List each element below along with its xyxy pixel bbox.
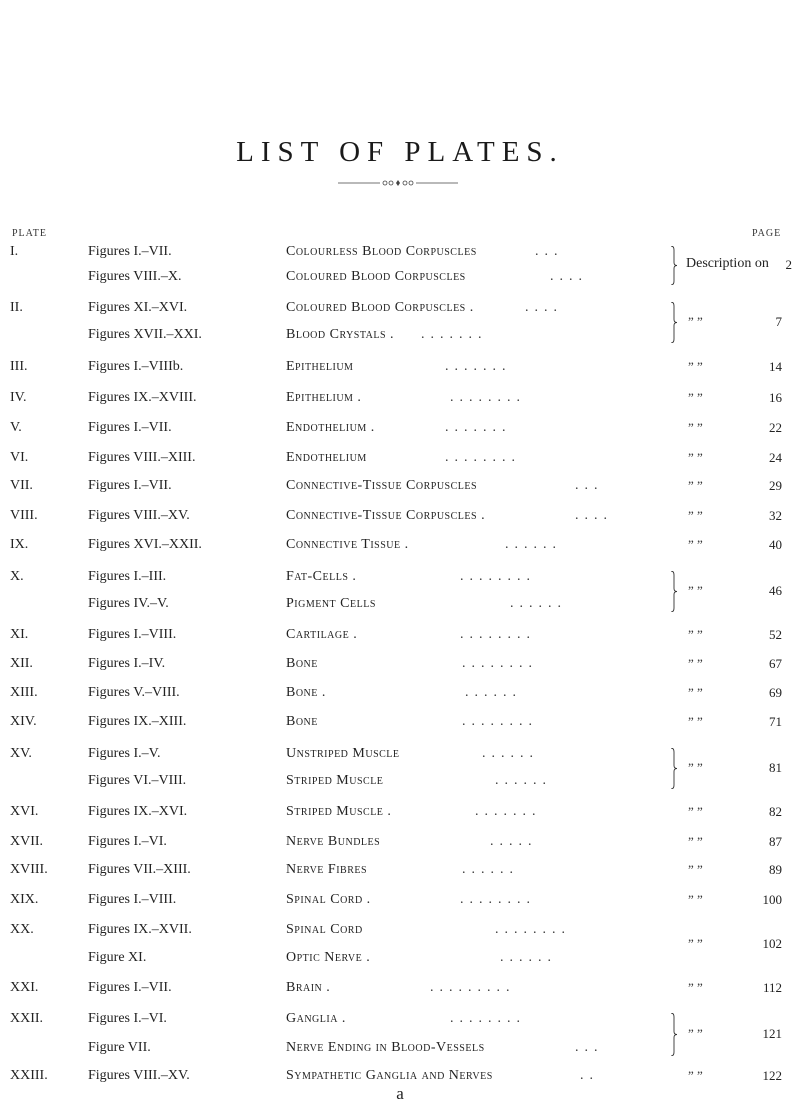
- plate-subject: Nerve Fibres: [286, 862, 368, 877]
- page-column-header: PAGE: [752, 228, 782, 239]
- plate-row: [0, 922, 800, 942]
- leader-dots: ......: [482, 746, 539, 761]
- leader-dots: ........: [495, 922, 571, 937]
- plate-row: [0, 804, 800, 824]
- plate-number: XVII.: [10, 834, 44, 849]
- ditto-marks: ” ”: [688, 936, 703, 951]
- figure-range: Figures IX.–XVI.: [88, 804, 188, 819]
- plate-subject: Ganglia .: [286, 1011, 346, 1026]
- ditto-marks: ” ”: [688, 359, 703, 374]
- leader-dots: .......: [475, 804, 542, 819]
- page-number: 7: [775, 314, 782, 329]
- plate-subject: Endothelium: [286, 450, 367, 465]
- plate-subject: Bone: [286, 656, 318, 671]
- plate-subject: Connective-Tissue Corpuscles .: [286, 508, 486, 523]
- page-number: 89: [769, 862, 782, 877]
- plate-subject: Connective-Tissue Corpuscles: [286, 478, 478, 493]
- plate-row: [0, 269, 800, 289]
- group-brace: [670, 1013, 678, 1056]
- page-number: 82: [769, 804, 782, 819]
- leader-dots: .......: [445, 359, 512, 374]
- plate-subject: Striped Muscle .: [286, 804, 392, 819]
- leader-dots: ........: [462, 656, 538, 671]
- plate-number: II.: [10, 300, 23, 315]
- page-number: 102: [762, 936, 782, 951]
- figure-range: Figures V.–VIII.: [88, 685, 180, 700]
- ditto-marks: ” ”: [688, 420, 703, 435]
- leader-dots: ......: [500, 950, 557, 965]
- page-number: 71: [769, 714, 782, 729]
- leader-dots: ........: [462, 714, 538, 729]
- leader-dots: ...: [535, 244, 564, 259]
- page-number: 29: [769, 478, 782, 493]
- plate-number: XI.: [10, 627, 29, 642]
- plate-number: VIII.: [10, 508, 38, 523]
- page-footer-signature: a: [396, 1084, 404, 1103]
- plate-row: [0, 746, 800, 766]
- page-number: 22: [769, 420, 782, 435]
- page-number: 67: [769, 656, 782, 671]
- figure-range: Figures VIII.–XV.: [88, 1068, 190, 1083]
- figure-range: Figures I.–VII.: [88, 244, 172, 259]
- plate-subject: Spinal Cord: [286, 922, 363, 937]
- leader-dots: ......: [462, 862, 519, 877]
- leader-dots: ........: [450, 1011, 526, 1026]
- plate-subject: Epithelium .: [286, 390, 362, 405]
- leader-dots: ......: [495, 773, 552, 788]
- plate-subject: Spinal Cord .: [286, 892, 371, 907]
- page-number: 52: [769, 627, 782, 642]
- plate-row: [0, 862, 800, 882]
- leader-dots: ...: [575, 478, 604, 493]
- plate-number: XIX.: [10, 892, 39, 907]
- plate-row: [0, 327, 800, 347]
- figure-range: Figures IX.–XVII.: [88, 922, 192, 937]
- leader-dots: ......: [465, 685, 522, 700]
- plate-row: [0, 244, 800, 264]
- ditto-marks: ” ”: [688, 980, 703, 995]
- plate-number: XXIII.: [10, 1068, 48, 1083]
- plate-row: [0, 892, 800, 912]
- figure-range: Figures I.–V.: [88, 746, 161, 761]
- plate-row: [0, 478, 800, 498]
- figure-range: Figure XI.: [88, 950, 147, 965]
- plate-row: [0, 596, 800, 616]
- figure-range: Figures I.–VI.: [88, 834, 167, 849]
- figure-range: Figures IV.–V.: [88, 596, 169, 611]
- ditto-marks: ” ”: [688, 834, 703, 849]
- ditto-marks: ” ”: [688, 892, 703, 907]
- ditto-marks: ” ”: [688, 314, 703, 329]
- leader-dots: .......: [445, 420, 512, 435]
- plate-subject: Sympathetic Ganglia and Nerves: [286, 1068, 493, 1083]
- plate-row: [0, 627, 800, 647]
- figure-range: Figures XI.–XVI.: [88, 300, 188, 315]
- page-number: 112: [762, 980, 782, 995]
- leader-dots: ......: [510, 596, 567, 611]
- ditto-marks: ” ”: [688, 685, 703, 700]
- figure-range: Figures I.–III.: [88, 569, 167, 584]
- plate-subject: Optic Nerve .: [286, 950, 371, 965]
- plate-row: [0, 569, 800, 589]
- figure-range: Figures VI.–VIII.: [88, 773, 187, 788]
- description-label: Description on: [686, 256, 769, 271]
- page-number: 32: [769, 508, 782, 523]
- ditto-marks: ” ”: [688, 508, 703, 523]
- leader-dots: ........: [460, 627, 536, 642]
- plate-row: [0, 1011, 800, 1031]
- plate-row: [0, 773, 800, 793]
- group-brace: [670, 571, 678, 612]
- ditto-marks: ” ”: [688, 760, 703, 775]
- ditto-marks: ” ”: [688, 804, 703, 819]
- plate-subject: Pigment Cells: [286, 596, 376, 611]
- plate-row: [0, 508, 800, 528]
- leader-dots: ...: [575, 1040, 604, 1055]
- plate-subject: Unstriped Muscle: [286, 746, 400, 761]
- figure-range: Figures I.–VII.: [88, 478, 172, 493]
- page-number: 100: [762, 892, 782, 907]
- group-brace: [670, 302, 678, 343]
- plate-row: [0, 450, 800, 470]
- plate-subject: Striped Muscle: [286, 773, 384, 788]
- plate-number: XIII.: [10, 685, 38, 700]
- page-number: 46: [769, 583, 782, 598]
- page-number: 2: [785, 257, 792, 272]
- page-number: 16: [769, 390, 782, 405]
- plate-row: [0, 950, 800, 970]
- plate-row: [0, 300, 800, 320]
- plate-number: XVIII.: [10, 862, 48, 877]
- plate-subject: Bone: [286, 714, 318, 729]
- page-number: 14: [769, 359, 782, 374]
- plate-row: [0, 390, 800, 410]
- plate-number: XXI.: [10, 980, 39, 995]
- plate-number: XVI.: [10, 804, 39, 819]
- leader-dots: ....: [550, 269, 588, 284]
- plate-subject: Endothelium .: [286, 420, 375, 435]
- plate-subject: Connective Tissue .: [286, 537, 409, 552]
- figure-range: Figures VIII.–X.: [88, 269, 182, 284]
- plate-subject: Blood Crystals .: [286, 327, 395, 342]
- title-ornament: [338, 178, 458, 188]
- figure-range: Figures I.–VII.: [88, 980, 172, 995]
- leader-dots: .........: [430, 980, 516, 995]
- plate-subject: Brain .: [286, 980, 331, 995]
- leader-dots: ..: [580, 1068, 599, 1083]
- figure-range: Figures VIII.–XV.: [88, 508, 190, 523]
- plate-number: VII.: [10, 478, 33, 493]
- ditto-marks: ” ”: [688, 1026, 703, 1041]
- plate-row: [0, 685, 800, 705]
- page-number: 81: [769, 760, 782, 775]
- ditto-marks: ” ”: [688, 714, 703, 729]
- ditto-marks: ” ”: [688, 583, 703, 598]
- plate-subject: Nerve Bundles: [286, 834, 381, 849]
- ditto-marks: ” ”: [688, 1068, 703, 1083]
- plate-number: V.: [10, 420, 22, 435]
- leader-dots: .....: [490, 834, 538, 849]
- plate-row: [0, 537, 800, 557]
- plate-number: XII.: [10, 656, 33, 671]
- figure-range: Figures I.–VII.: [88, 420, 172, 435]
- leader-dots: ........: [445, 450, 521, 465]
- plate-subject: Cartilage .: [286, 627, 358, 642]
- figure-range: Figures I.–VIIIb.: [88, 359, 184, 374]
- plate-subject: Colourless Blood Corpuscles: [286, 244, 477, 259]
- group-brace: [670, 748, 678, 789]
- plate-row: [0, 420, 800, 440]
- plate-number: X.: [10, 569, 24, 584]
- plate-number: XIV.: [10, 714, 37, 729]
- plate-row: [0, 359, 800, 379]
- group-brace: [670, 246, 678, 285]
- plate-subject: Epithelium: [286, 359, 354, 374]
- plate-subject: Coloured Blood Corpuscles: [286, 269, 466, 284]
- ditto-marks: ” ”: [688, 478, 703, 493]
- page-number: 69: [769, 685, 782, 700]
- leader-dots: ........: [460, 892, 536, 907]
- plate-subject: Coloured Blood Corpuscles .: [286, 300, 474, 315]
- leader-dots: .......: [421, 327, 488, 342]
- page-number: 40: [769, 537, 782, 552]
- plate-column-header: PLATE: [12, 228, 47, 239]
- page-number: 122: [762, 1068, 782, 1083]
- plate-subject: Fat-Cells .: [286, 569, 357, 584]
- plate-number: I.: [10, 244, 19, 259]
- plate-row: [0, 656, 800, 676]
- figure-range: Figures VII.–XIII.: [88, 862, 191, 877]
- leader-dots: ........: [450, 390, 526, 405]
- figure-range: Figure VII.: [88, 1040, 151, 1055]
- leader-dots: ........: [460, 569, 536, 584]
- plate-subject: Bone .: [286, 685, 326, 700]
- figure-range: Figures I.–VIII.: [88, 892, 177, 907]
- plate-number: VI.: [10, 450, 29, 465]
- figure-range: Figures I.–IV.: [88, 656, 166, 671]
- plate-number: IV.: [10, 390, 27, 405]
- ditto-marks: ” ”: [688, 450, 703, 465]
- page-number: 121: [762, 1026, 782, 1041]
- figure-range: Figures VIII.–XIII.: [88, 450, 196, 465]
- leader-dots: ....: [575, 508, 613, 523]
- plate-number: IX.: [10, 537, 29, 552]
- page-title: LIST OF PLATES.: [236, 136, 564, 168]
- ditto-marks: ” ”: [688, 537, 703, 552]
- plate-number: III.: [10, 359, 28, 374]
- plate-subject: Nerve Ending in Blood-Vessels: [286, 1040, 485, 1055]
- leader-dots: ....: [525, 300, 563, 315]
- figure-range: Figures IX.–XVIII.: [88, 390, 197, 405]
- figure-range: Figures IX.–XIII.: [88, 714, 187, 729]
- figure-range: Figures I.–VIII.: [88, 627, 177, 642]
- ditto-marks: ” ”: [688, 627, 703, 642]
- plate-row: [0, 1040, 800, 1060]
- ditto-marks: ” ”: [688, 862, 703, 877]
- figure-range: Figures XVII.–XXI.: [88, 327, 202, 342]
- plate-number: XV.: [10, 746, 32, 761]
- figure-range: Figures XVI.–XXII.: [88, 537, 202, 552]
- leader-dots: ......: [505, 537, 562, 552]
- plate-number: XX.: [10, 922, 34, 937]
- page-number: 24: [769, 450, 782, 465]
- plate-number: XXII.: [10, 1011, 44, 1026]
- page-number: 87: [769, 834, 782, 849]
- plate-row: [0, 980, 800, 1000]
- plate-row: [0, 834, 800, 854]
- plate-row: [0, 714, 800, 734]
- figure-range: Figures I.–VI.: [88, 1011, 167, 1026]
- ditto-marks: ” ”: [688, 390, 703, 405]
- ditto-marks: ” ”: [688, 656, 703, 671]
